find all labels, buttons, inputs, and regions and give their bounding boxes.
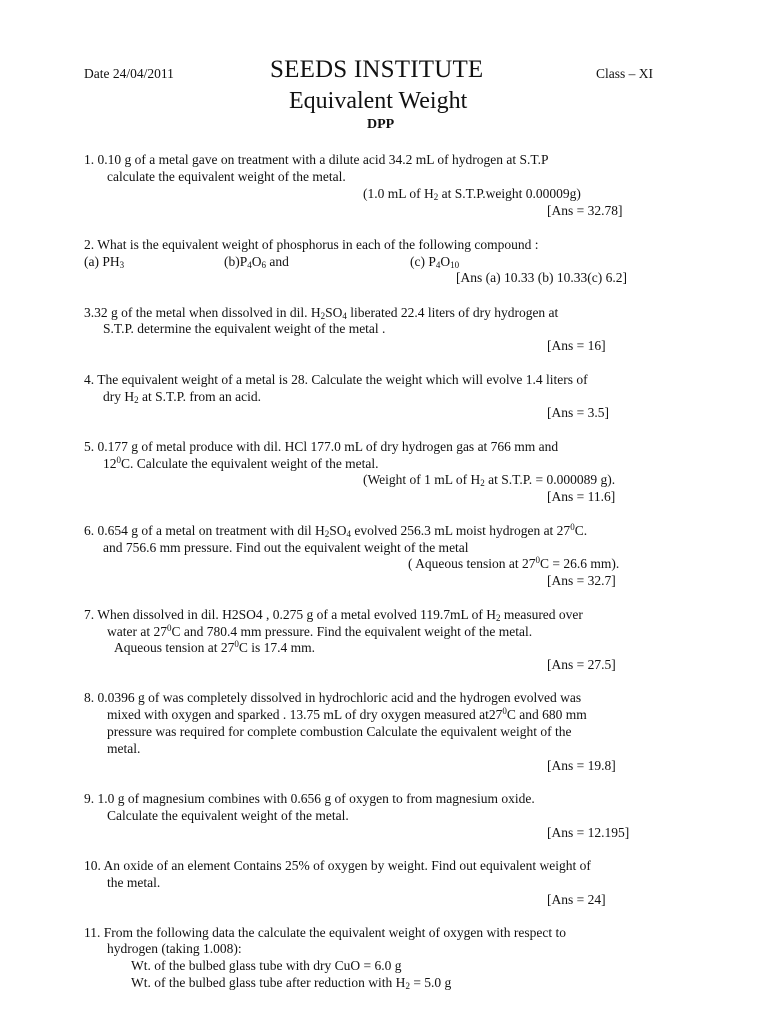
question-4-answer: [Ans = 3.5] [547,405,609,420]
question-6-answer: [Ans = 32.7] [547,573,616,588]
question-9-answer: [Ans = 12.195] [547,825,630,840]
question-1-note: (1.0 mL of $H_2$ at S.T.P.weight 0.00009g) [363,186,581,202]
question-8-line-4: metal. [107,741,141,756]
question-4-line-1: 4. The equivalent weight of a metal is 28. Calculate the weight which will evolve 1.4 liters of [84,372,588,387]
question-8-line-3: pressure was required for complete combustion Calculate the equivalent weight of the [107,724,572,739]
question-1-line-1: 1. 0.10 g of a metal gave on treatment with a dilute acid 34.2 mL of hydrogen at S.T.P [84,152,549,167]
question-2-option-c: (c) $P_4O_{10}$ [410,254,460,270]
question-6-line-1: 6. 0.654 g of a metal on treatment with dil $H_2SO_4$ evolved 256.3 mL moist hydrogen at $27^0C$. [84,522,588,539]
question-5-line-2: $12^0C$. Calculate the equivalent weight of the metal. [103,455,379,471]
question-8-line-2: mixed with oxygen and sparked . 13.75 mL of dry oxygen measured $at27^0C$ and 680 mm [107,706,587,722]
date-label: Date 24/04/2011 [84,66,174,81]
question-10-line-2: the metal. [107,875,161,890]
question-3-line-2: S.T.P. determine the equivalent weight of the metal . [103,321,386,336]
question-8-answer: [Ans = 19.8] [547,758,616,773]
dpp-label: DPP [367,117,395,132]
question-7-line-1: 7. When dissolved in dil. H2SO4 , 0.275 g of a metal evolved 119.7mL of $H_2$ measured over [84,607,583,623]
question-5-answer: [Ans = 11.6] [547,489,616,504]
question-3-line-1: 3.32 g of the metal when dissolved in dil. $H_2SO_4$ liberated 22.4 liters of dry hydrogen at [84,305,559,321]
question-11-line-2: hydrogen (taking 1.008): [107,941,242,956]
question-10-answer: [Ans = 24] [547,892,606,907]
question-11-line-4: Wt. of the bulbed glass tube after reduction with $H_2 = 5.0$ g [131,975,452,991]
question-6-line-2: and 756.6 mm pressure. Find out the equivalent weight of the metal [103,540,469,555]
class-label: Class – XI [596,66,653,81]
question-11-line-3: Wt. of the bulbed glass tube with dry CuO = 6.0 g [131,958,402,973]
question-7-line-3: Aqueous tension at $27^0C$ is 17.4 mm. [114,639,316,655]
page-title: Equivalent Weight [289,88,468,114]
question-1-line-2: calculate the equivalent weight of the metal. [107,169,346,184]
question-4-line-2: dry $H_2$ at S.T.P. from an acid. [103,389,261,405]
question-5-note: (Weight of 1 mL of $H_2$ at S.T.P. = 0.000089 g). [363,472,616,488]
institute-title: SEEDS INSTITUTE [270,56,484,83]
question-11-line-1: 11. From the following data the calculate the equivalent weight of oxygen with respect to [84,925,566,940]
question-6-note: ( Aqueous tension at $27^0C = 26.6$ mm). [408,555,620,571]
question-3-answer: [Ans = 16] [547,338,606,353]
question-9-line-1: 9. 1.0 g of magnesium combines with 0.656 g of oxygen to from magnesium oxide. [84,791,535,806]
question-2-option-b: $(b)P_4O_6$ and [224,254,289,270]
question-2-answer: [Ans (a) 10.33 (b) 10.33(c) 6.2] [456,270,627,285]
question-2-option-a: (a) $PH_3$ [84,254,125,270]
question-2-line-1: 2. What is the equivalent weight of phosphorus in each of the following compound : [84,237,539,252]
question-1-answer: [Ans = 32.78] [547,203,623,218]
question-9-line-2: Calculate the equivalent weight of the metal. [107,808,349,823]
question-5-line-1: 5. 0.177 g of metal produce with dil. HCl 177.0 mL of dry hydrogen gas at 766 mm and [84,439,559,454]
question-7-answer: [Ans = 27.5] [547,657,616,672]
question-8-line-1: 8. 0.0396 g of was completely dissolved in hydrochloric acid and the hydrogen evolved was [84,690,582,705]
question-10-line-1: 10. An oxide of an element Contains 25% of oxygen by weight. Find out equivalent weight of [84,858,591,873]
question-7-line-2: water at $27^0C$ and 780.4 mm pressure. Find the equivalent weight of the metal. [107,623,533,639]
